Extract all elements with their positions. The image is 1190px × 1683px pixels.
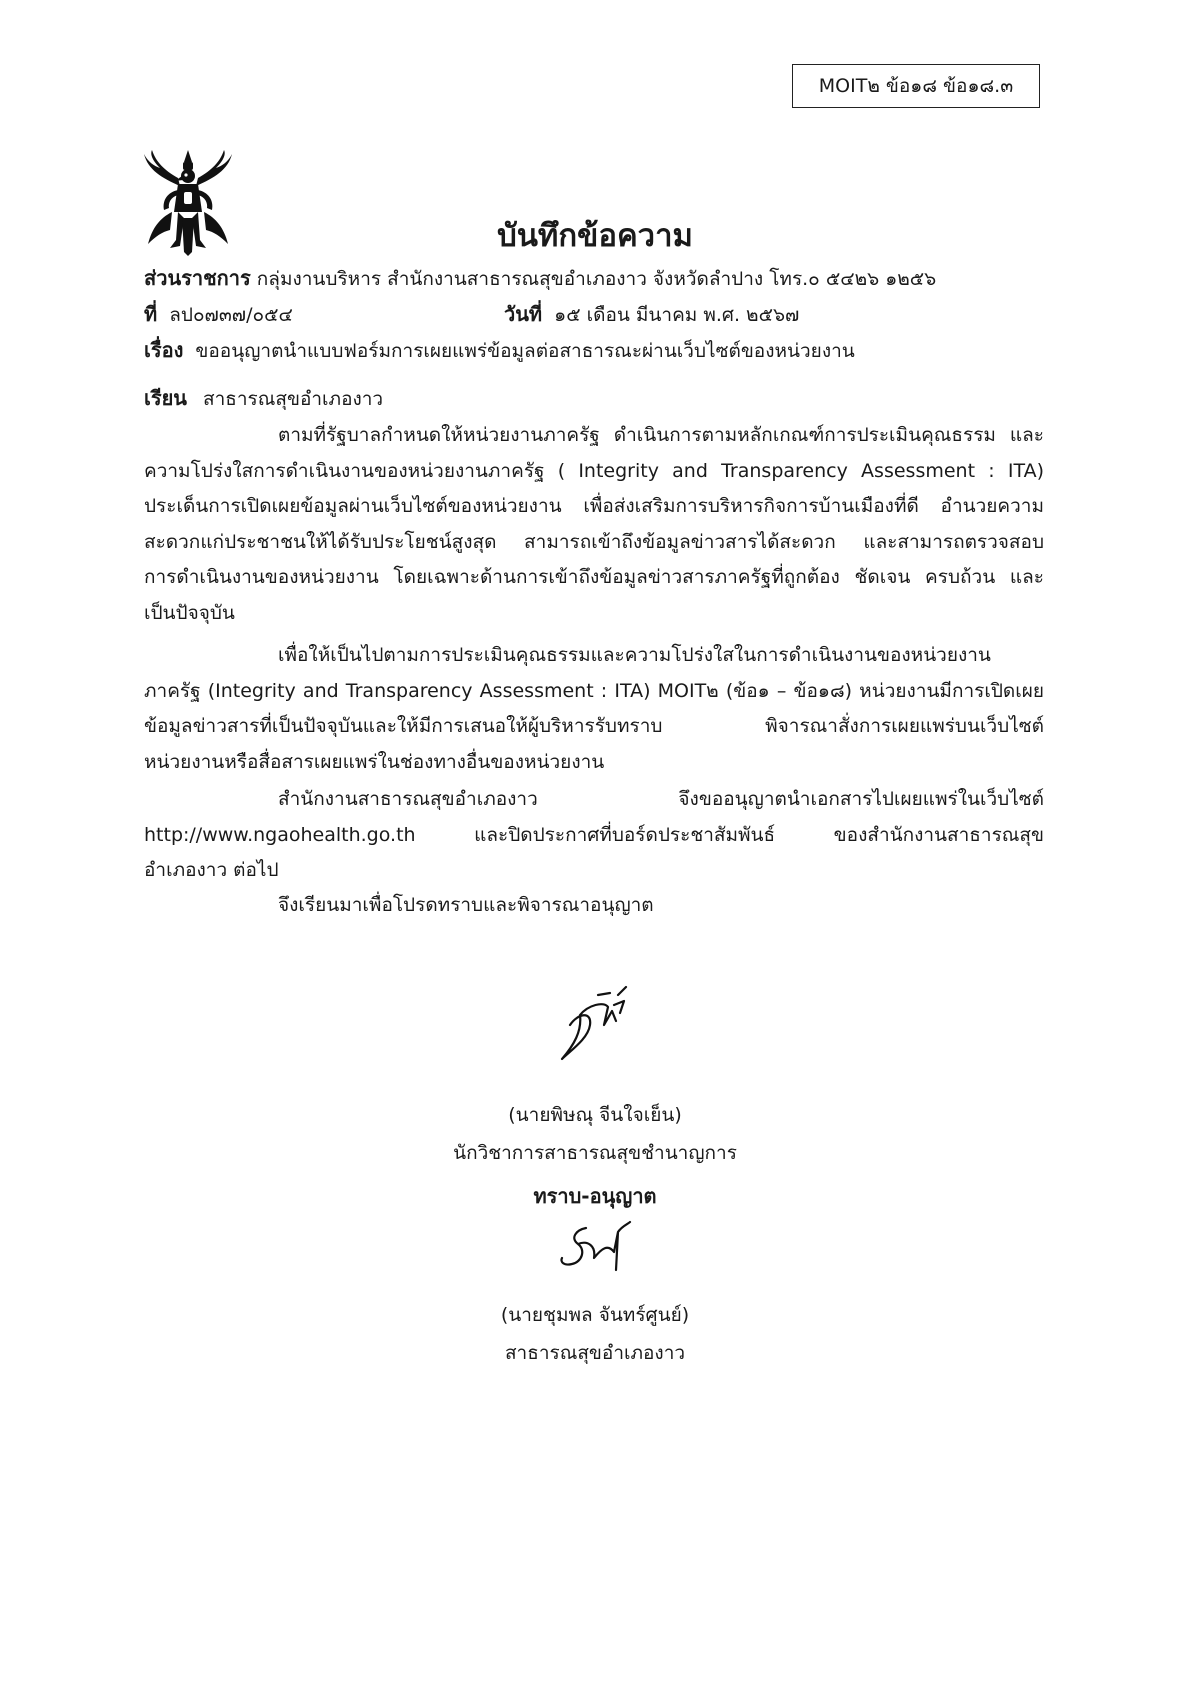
paragraph-line: ตามที่รัฐบาลกำหนดให้หน่วยงานภาครัฐ ดำเนินการตามหลักเกณฑ์การประเมินคุณธรรม และ	[278, 424, 1044, 446]
paragraph-line: เพื่อให้เป็นไปตามการประเมินคุณธรรมและความโปร่งใสในการดำเนินงานของหน่วยงาน	[278, 644, 991, 666]
signer-1-name: (นายพิษณุ จีนใจเย็น)	[508, 1104, 682, 1126]
closing-line: จึงเรียนมาเพื่อโปรดทราบและพิจารณาอนุญาต	[278, 894, 654, 916]
agency-value: กลุ่มงานบริหาร สำนักงานสาธารณสุขอำเภองาว จังหวัดลำปาง โทร.๐ ๕๔๒๖ ๑๒๕๖	[256, 268, 937, 290]
reference-label: ที่	[144, 302, 158, 326]
reference-line	[144, 298, 293, 330]
paragraph-line: ประเด็นการเปิดเผยข้อมูลผ่านเว็บไซต์ของหน่วยงาน เพื่อส่งเสริมการบริหารกิจการบ้านเมืองที่ดี อำนวยความ	[144, 495, 1044, 517]
paragraph-line: http://www.ngaohealth.go.th และปิดประกาศที่บอร์ดประชาสัมพันธ์ ของสำนักงานสาธารณสุข	[144, 823, 1044, 846]
paragraph-line: ภาครัฐ (Integrity and Transparency Assessment : ITA) MOIT๒ (ข้อ๑ – ข้อ๑๘) หน่วยงานมีการเปิดเผย	[144, 679, 1044, 702]
subject-label: เรื่อง	[144, 338, 184, 362]
paragraph-line: สำนักงานสาธารณสุขอำเภองาว จึงขออนุญาตนำเอกสารไปเผยแพร่ในเว็บไซต์	[278, 788, 1044, 810]
signer-2-position: สาธารณสุขอำเภองาว	[504, 1342, 686, 1364]
subject-value: ขออนุญาตนำแบบฟอร์มการเผยแพร่ข้อมูลต่อสาธารณะผ่านเว็บไซต์ของหน่วยงาน	[195, 340, 855, 362]
salutation-value: สาธารณสุขอำเภองาว	[203, 388, 384, 410]
salutation-label: เรียน	[144, 386, 187, 410]
paragraph-line: เป็นปัจจุบัน	[144, 601, 235, 624]
agency-label: ส่วนราชการ	[144, 266, 251, 290]
signature-1-image	[548, 985, 648, 1065]
body-paragraph-2	[144, 638, 1044, 780]
paragraph-line: อำเภองาว ต่อไป	[144, 859, 279, 881]
agency-line	[144, 262, 936, 294]
paragraph-line: ข้อมูลข่าวสารที่เป็นปัจจุบันและให้มีการเสนอให้ผู้บริหารรับทราบ พิจารณาสั่งการเผยแพร่บนเว็บไซต์	[144, 715, 1044, 737]
body-paragraph-1	[144, 418, 1044, 631]
paragraph-line: ความโปร่งใสการดำเนินงานของหน่วยงานภาครัฐ ( Integrity and Transparency Assessment : ITA)	[144, 459, 1044, 482]
subject-line	[144, 334, 855, 366]
paragraph-line: หน่วยงานหรือสื่อสารเผยแพร่ในช่องทางอื่นของหน่วยงาน	[144, 750, 605, 773]
date-label: วันที่	[504, 302, 543, 326]
body-paragraph-3	[144, 782, 1044, 889]
date-line	[504, 298, 799, 330]
date-value: ๑๕ เดือน มีนาคม พ.ศ. ๒๕๖๗	[554, 304, 800, 326]
approval-text: ทราบ-อนุญาต	[533, 1184, 657, 1208]
paragraph-line: สะดวกแก่ประชาชนให้ได้รับประโยชน์สูงสุด สามารถเข้าถึงข้อมูลข่าวสารได้สะดวก และสามารถตรวจสอบ	[144, 530, 1044, 553]
reference-value: ลป๐๗๓๗/๐๕๔	[169, 304, 293, 326]
document-tag-box: MOIT๒ ข้อ๑๘ ข้อ๑๘.๓	[792, 64, 1040, 108]
document-title: บันทึกข้อความ	[497, 218, 693, 254]
signature-2-image	[556, 1218, 646, 1280]
signer-1-position: นักวิชาการสาธารณสุขชำนาญการ	[453, 1142, 737, 1164]
signer-2-name: (นายชุมพล จันทร์ศูนย์)	[500, 1304, 690, 1326]
paragraph-line: การดำเนินงานของหน่วยงาน โดยเฉพาะด้านการเข้าถึงข้อมูลข่าวสารภาครัฐที่ถูกต้อง ชัดเจน ครบถ้วน และ	[144, 566, 1044, 588]
salutation-line	[144, 382, 383, 414]
